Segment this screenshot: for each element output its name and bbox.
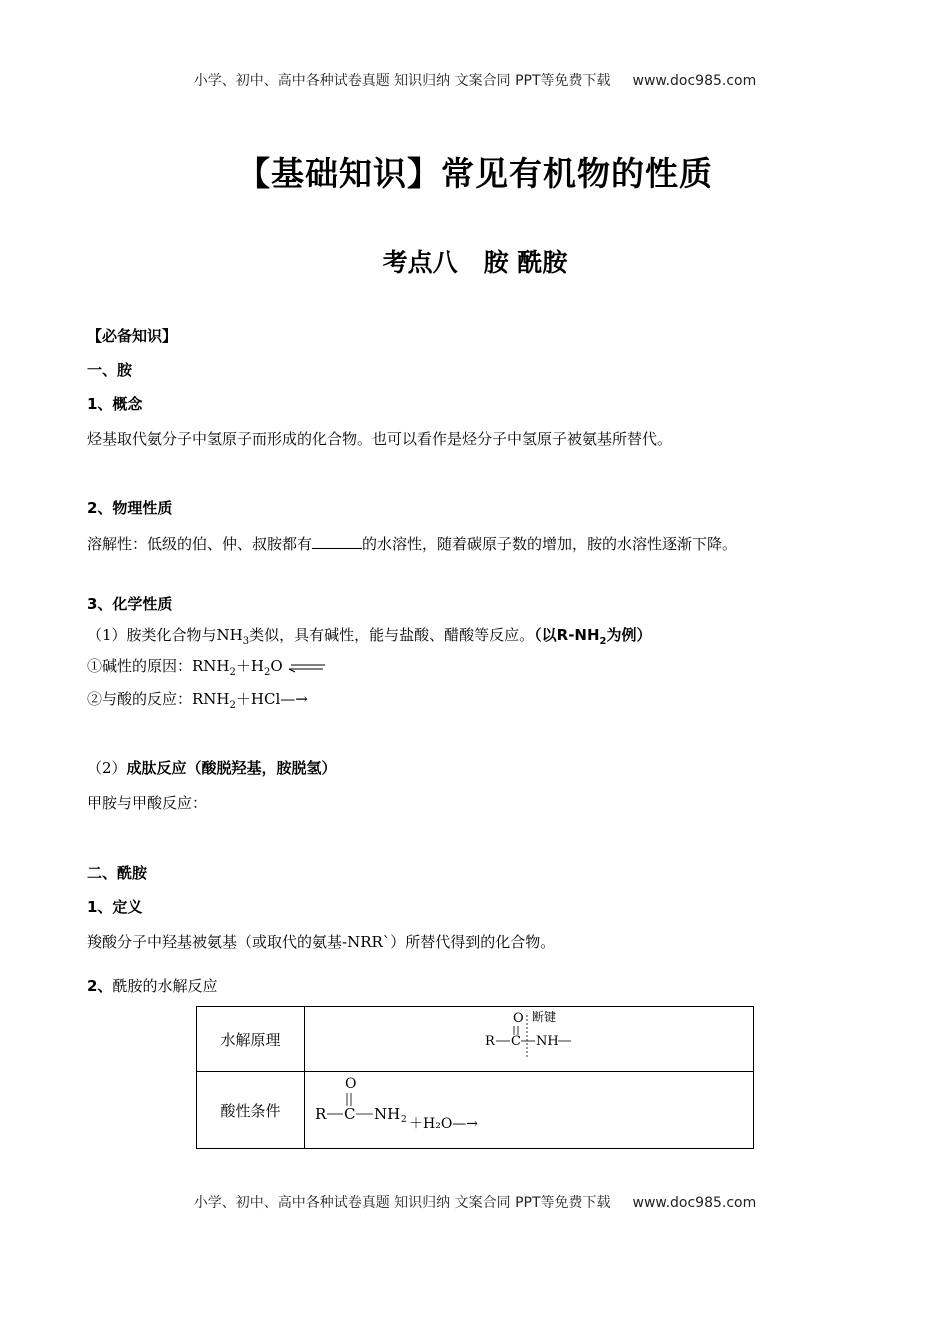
page-subtitle — [0, 243, 950, 279]
solubility-text: 溶解性：低级的伯、仲、叔胺都有 的水溶性，随着碳原子数的增加，胺的水溶性逐渐下降。 — [87, 535, 738, 553]
essential-heading: 【必备知识】 — [87, 327, 178, 345]
section-amine: 一、胺 — [87, 361, 133, 379]
page-header — [0, 70, 950, 90]
basicity-text: （1）胺类化合物与$NH_3$类似，具有碱性，能与盐酸、醋酸等反应。（以$R-NH_2$为例） — [87, 626, 652, 647]
amide-acid-hydrolysis-structure — [305, 1072, 753, 1144]
fill-blank[interactable] — [312, 534, 362, 549]
subtitle-topic: 胺 酰胺 — [483, 248, 568, 277]
heading-chemical: 3、化学性质 — [87, 595, 173, 613]
struct2-c: C — [344, 1105, 356, 1123]
struct-break-label: 断键 — [532, 1010, 557, 1024]
hydrolysis-table — [196, 1006, 754, 1149]
struct2-tail: ＋H₂O—→ — [409, 1116, 479, 1132]
page-title: 【基础知识】常见有机物的性质 — [237, 154, 713, 193]
struct-nh: NH — [536, 1034, 559, 1049]
reaction-acid: ②与酸的反应：$RNH_2+HCl—\to$ — [87, 690, 308, 711]
page-footer — [0, 1192, 950, 1212]
equilibrium-arrow-icon — [287, 661, 327, 673]
table-row — [197, 1007, 754, 1072]
peptide-text: 甲胺与甲酸反应： — [87, 794, 208, 812]
definition-text: 羧酸分子中羟基被氨基（或取代的氨基-NRR`）所替代得到的化合物。 — [87, 933, 556, 951]
row-label-principle: 水解原理 — [197, 1007, 305, 1072]
struct-o: O — [513, 1011, 524, 1026]
section-amide: 二、酰胺 — [87, 864, 148, 882]
heading-concept: 1、概念 — [87, 395, 143, 413]
struct2-r: R — [315, 1105, 327, 1123]
struct2-o: O — [345, 1076, 357, 1092]
heading-definition: 1、定义 — [87, 898, 143, 916]
subtitle-kp: 考点八 — [382, 248, 458, 277]
amide-bond-break-structure — [305, 1007, 753, 1067]
row-label-acidic: 酸性条件 — [197, 1072, 305, 1149]
struct2-nh: NH — [374, 1105, 401, 1123]
struct-r: R — [485, 1034, 495, 1049]
acidic-structure-cell — [305, 1072, 754, 1149]
reaction-basicity: ①碱性的原因：$RNH_2+H_2O$ — [87, 655, 327, 678]
heading-hydrolysis: 2、酰胺的水解反应 — [87, 977, 218, 995]
table-row — [197, 1072, 754, 1149]
header-text: 小学、初中、高中各种试卷真题 知识归纳 文案合同 PPT等免费下载 — [193, 73, 611, 89]
peptide-heading: （2）成肽反应（酸脱羟基，胺脱氢） — [87, 759, 337, 777]
struct2-sub: 2 — [401, 1115, 407, 1125]
header-site[interactable]: www.doc985.com — [632, 73, 757, 89]
concept-text: 烃基取代氨分子中氢原子而形成的化合物。也可以看作是烃分子中氢原子被氨基所替代。 — [87, 430, 673, 448]
footer-site[interactable]: www.doc985.com — [632, 1195, 757, 1211]
heading-physical: 2、物理性质 — [87, 499, 173, 517]
principle-structure-cell — [305, 1007, 754, 1072]
footer-text: 小学、初中、高中各种试卷真题 知识归纳 文案合同 PPT等免费下载 — [193, 1195, 611, 1211]
struct-c: C — [511, 1034, 521, 1049]
